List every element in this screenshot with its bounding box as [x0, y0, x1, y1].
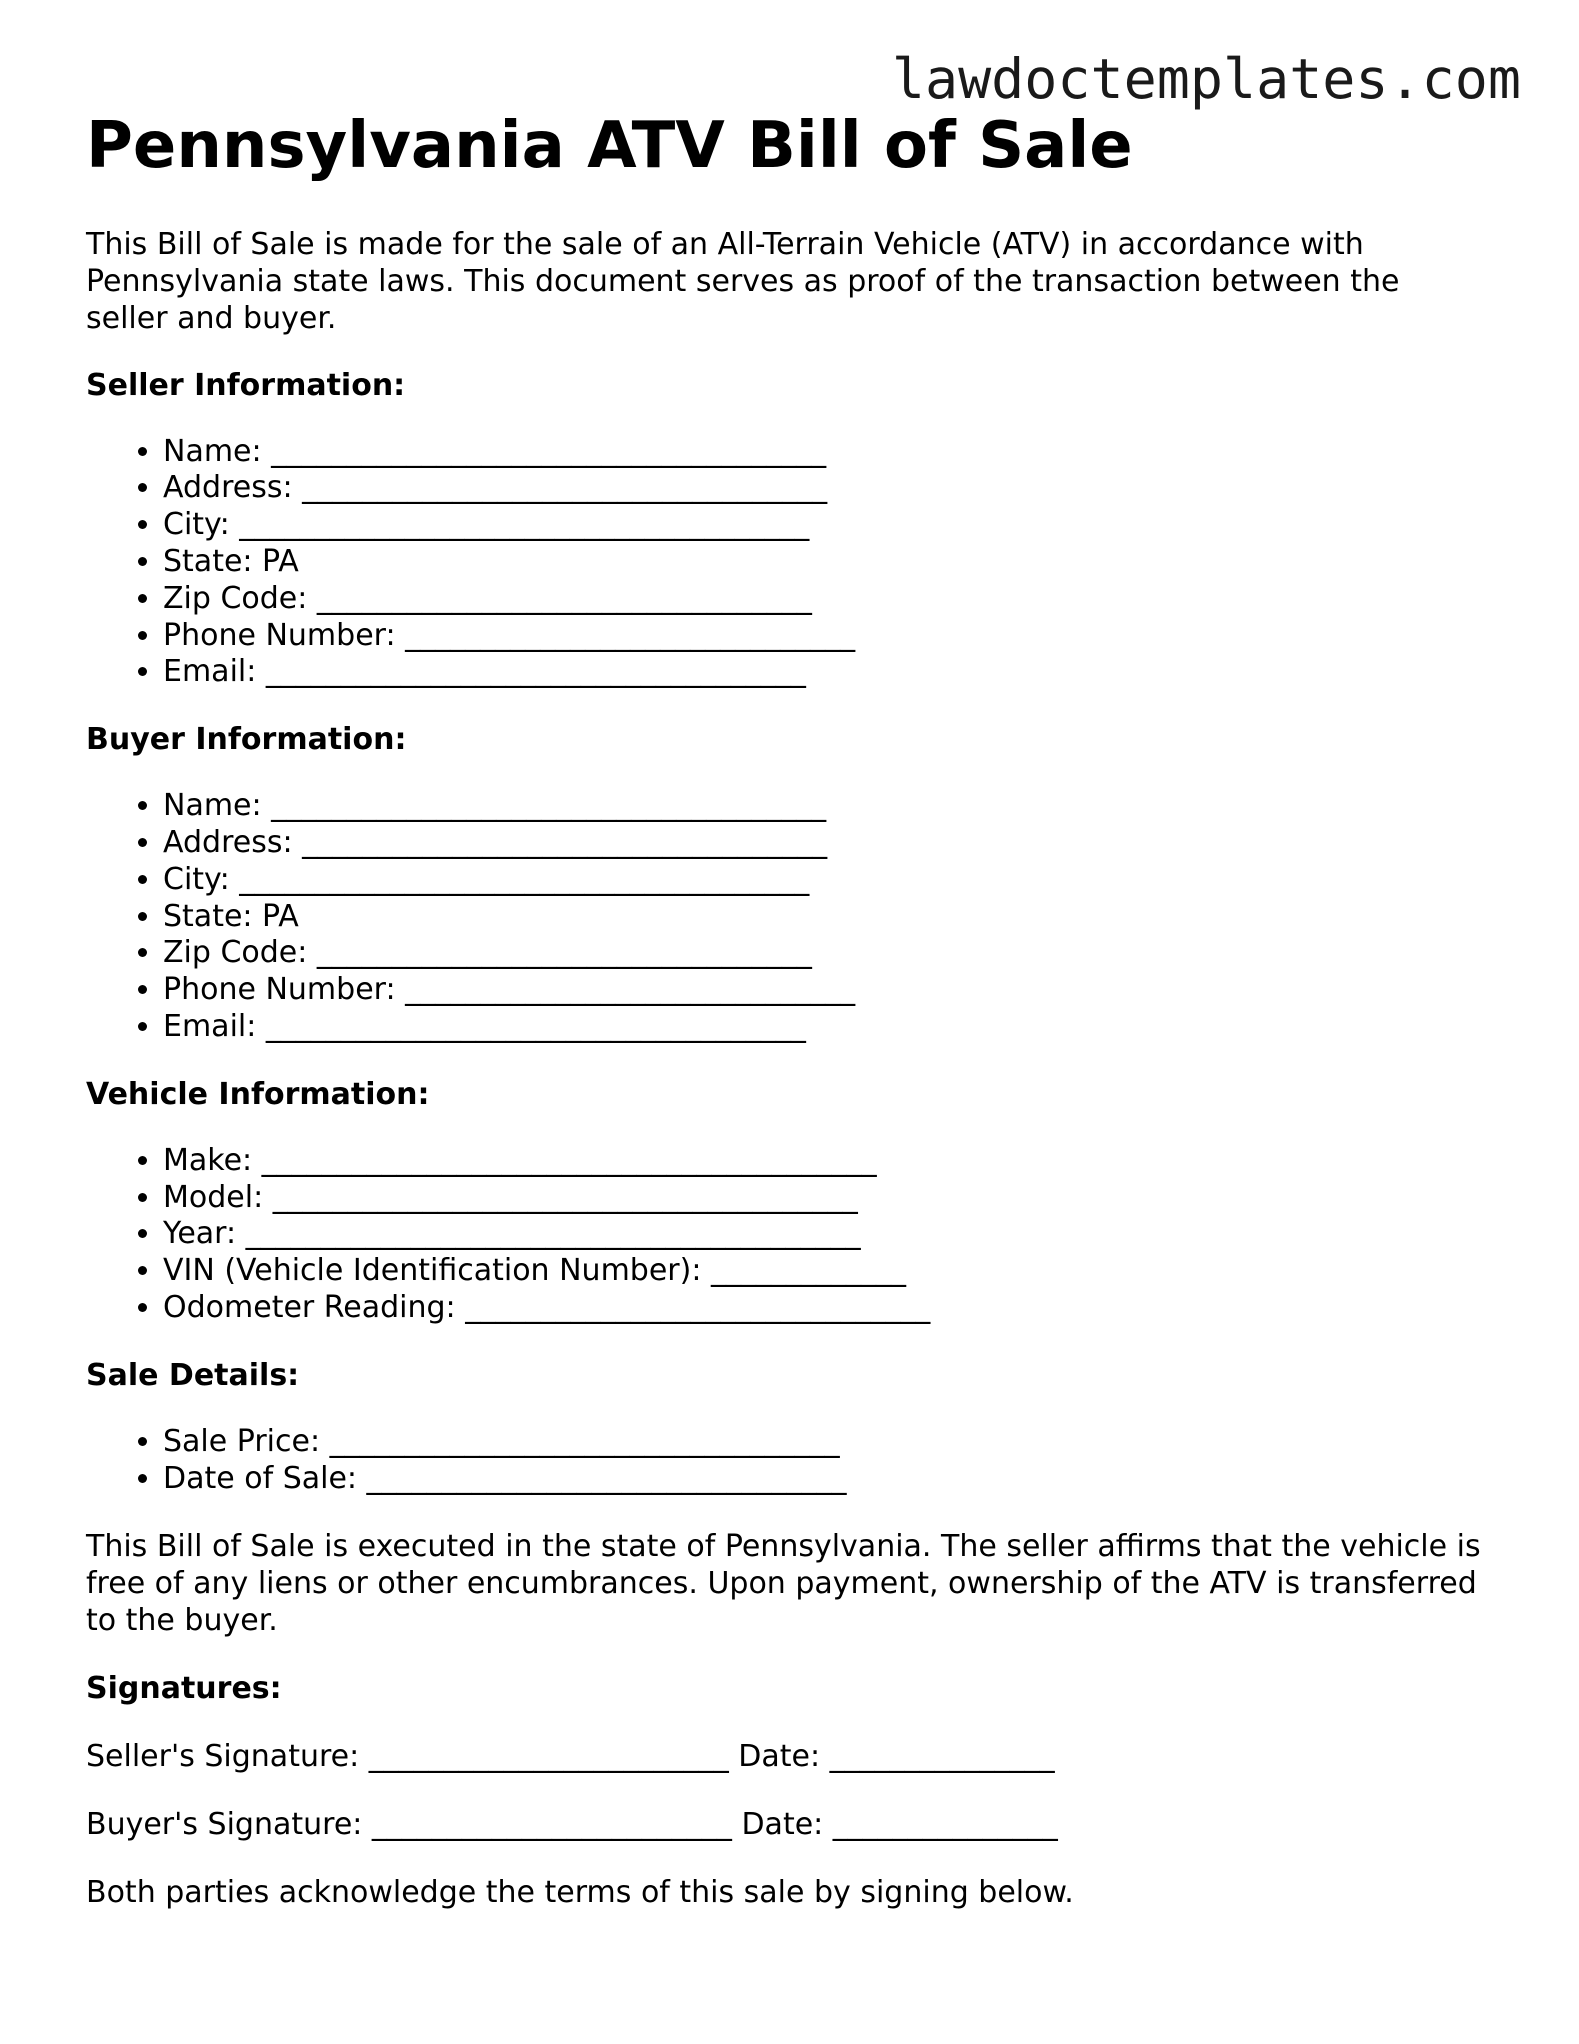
sale-date-field: • Date of Sale: ________________________________ — [163, 1461, 1506, 1498]
buyer-name-field: • Name: _____________________________________ — [163, 788, 1506, 825]
sale-details-list — [86, 1424, 1506, 1498]
vehicle-year-field: • Year: _________________________________________ — [163, 1216, 1506, 1253]
buyer-zip-field: • Zip Code: _________________________________ — [163, 935, 1506, 972]
vehicle-make-field: • Make: _________________________________________ — [163, 1143, 1506, 1180]
seller-phone-field: • Phone Number: ______________________________ — [163, 618, 1506, 655]
closing-paragraph: This Bill of Sale is executed in the state of Pennsylvania. The seller affirms that the vehicle is free of any liens or other encumbrances. Upon payment, ownership of the ATV is transferred to the buyer. — [86, 1529, 1481, 1639]
seller-address-field: • Address: ___________________________________ — [163, 470, 1506, 507]
vehicle-odometer-field: • Odometer Reading: _______________________________ — [163, 1290, 1506, 1327]
vehicle-info-list — [86, 1143, 1506, 1327]
buyer-address-field: • Address: ___________________________________ — [163, 825, 1506, 862]
seller-email-field: • Email: ____________________________________ — [163, 654, 1506, 691]
seller-state-field: • State: PA — [163, 544, 1506, 581]
page-title: Pennsylvania ATV Bill of Sale — [86, 109, 1133, 183]
sale-section-heading: Sale Details: — [86, 1357, 300, 1393]
sale-price-field: • Sale Price: __________________________________ — [163, 1424, 1506, 1461]
buyer-city-field: • City: ______________________________________ — [163, 862, 1506, 899]
seller-name-field: • Name: _____________________________________ — [163, 434, 1506, 471]
buyer-section-heading: Buyer Information: — [86, 722, 407, 758]
vehicle-vin-field: • VIN (Vehicle Identification Number): _____________ — [163, 1253, 1506, 1290]
vehicle-section-heading: Vehicle Information: — [86, 1076, 430, 1112]
seller-section-heading: Seller Information: — [86, 367, 406, 403]
seller-signature-line: Seller's Signature: ________________________ Date: _______________ — [86, 1739, 1055, 1775]
buyer-phone-field: • Phone Number: ______________________________ — [163, 972, 1506, 1009]
seller-city-field: • City: ______________________________________ — [163, 507, 1506, 544]
buyer-info-list — [86, 788, 1506, 1046]
seller-info-list — [86, 434, 1506, 692]
watermark: lawdoctemplates.com — [891, 47, 1521, 111]
seller-zip-field: • Zip Code: _________________________________ — [163, 581, 1506, 618]
vehicle-model-field: • Model: _______________________________________ — [163, 1180, 1506, 1217]
buyer-email-field: • Email: ____________________________________ — [163, 1009, 1506, 1046]
buyer-state-field: • State: PA — [163, 899, 1506, 936]
signatures-heading: Signatures: — [86, 1671, 282, 1707]
buyer-signature-line: Buyer's Signature: ________________________ Date: _______________ — [86, 1807, 1058, 1843]
document-body — [86, 110, 1506, 1911]
acknowledgement-text: Both parties acknowledge the terms of this sale by signing below. — [86, 1875, 1074, 1911]
intro-paragraph: This Bill of Sale is made for the sale of an All-Terrain Vehicle (ATV) in accordance with Pennsylvania state laws. This document serves as proof of the transaction between the seller and buyer. — [86, 226, 1400, 336]
